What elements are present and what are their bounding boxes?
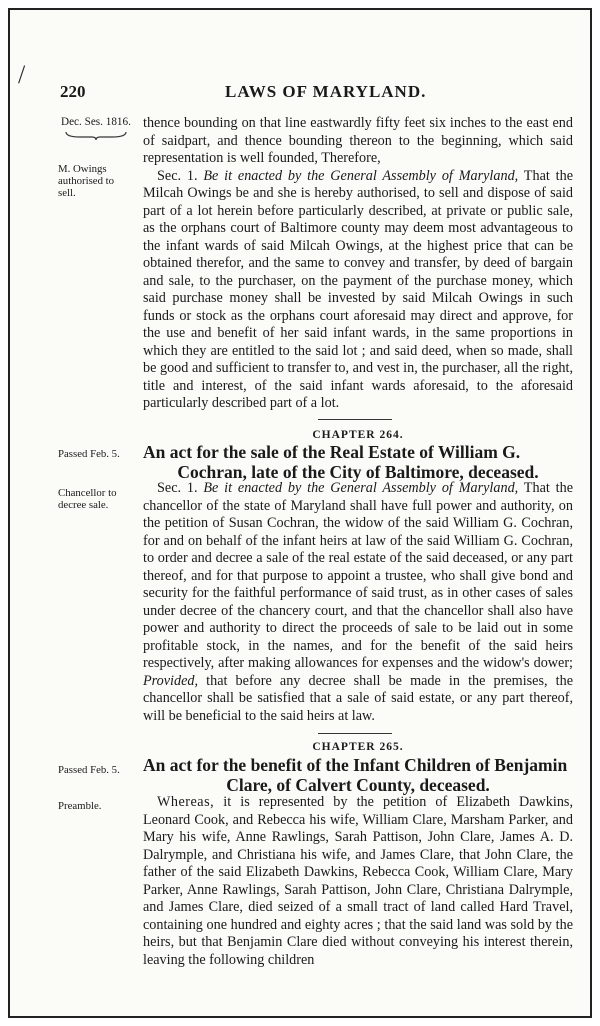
chapter-264-text-part-1: That the chancellor of the state of Maryland shall have full power and authority, on the petition of Susan Cochran, the widow of the said William G. Cochran, for and on behalf of the infant heirs at law of the said William G. Cochran, to order and decree a sale of the real estate of the said deceased, or any part thereof, and for that purpose to appoint a trustee, who shall give bond and security for the faithful performance of said trust, as in other cases of sales under decree of the chancery court, and that the chancellor shall also have power and authority to direct the proceeds of sale to be laid out in some profitable stock, in the names, and for the benefit of the said heirs respectively, after making allowances for expenses and the widow's dower; — [143, 480, 573, 671]
section-label: Sec. 1. — [157, 167, 204, 184]
chapter-265-title-line-2: Clare, of Calvert County, deceased. — [226, 775, 490, 795]
margin-note-preamble: Preamble. — [58, 800, 102, 812]
chapter-265-body — [143, 794, 573, 969]
section-divider — [318, 733, 392, 734]
margin-note-chancellor: Chancellor to decree sale. — [58, 487, 117, 511]
enacting-clause: Be it enacted by the General Assembly of Maryland, — [203, 167, 519, 184]
margin-note-passed-264: Passed Feb. 5. — [58, 448, 120, 460]
chapter-264-title-line-2: Cochran, late of the City of Baltimore, deceased. — [177, 462, 539, 482]
enacting-clause: Be it enacted by the General Assembly of Maryland, — [203, 480, 519, 496]
margin-note-passed-265: Passed Feb. 5. — [58, 764, 120, 776]
page-number: 220 — [60, 82, 86, 101]
chapter-265-title-line-1: An act for the benefit of the Infant Children of Benjamin — [143, 755, 568, 775]
margin-note-owings: M. Owings authorised to sell. — [58, 163, 115, 199]
chapter-264-section-1 — [143, 480, 573, 725]
chapter-265-heading: CHAPTER 265. — [312, 741, 404, 753]
margin-brace-icon — [64, 128, 128, 144]
chapter-265-preamble-text: it is represented by the petition of Elizabeth Dawkins, Leonard Cook, and Rebecca his wife, William Clare, Marsham Parker, and Mary his wife, Anne Rawlings, Sarah Pattison, John Clare, James A. D. Dalrymple, and Christiana his wife, and James Clare, that John Clare, the father of the said Elizabeth Dawkins, Rebecca Cook, William Clare, Mary Parker, Anne Rawlings, Sarah Pattison, John Clare, Christiana Dalrymple, and James Clare, died seized of a small tract of land called Hard Travel, containing one hundred and eighty acres ; that the said land was sold by the heirs, but that Benjamin Clare died without conveying his interest therein, leaving the following children — [143, 794, 573, 968]
chapter-264-heading: CHAPTER 264. — [312, 429, 404, 441]
section1-paragraph-2 — [143, 168, 573, 413]
chapter-265-title — [143, 755, 573, 795]
section-divider — [318, 419, 392, 420]
running-title: LAWS OF MARYLAND. — [225, 82, 427, 101]
chapter-264-title — [143, 442, 573, 482]
section-label: Sec. 1. — [157, 480, 204, 496]
chapter-265-preamble — [143, 794, 573, 969]
chapter-264-title-line-1: An act for the sale of the Real Estate of William G. — [143, 442, 521, 462]
section1-paragraph-2-text: That the Milcah Owings be and she is hereby authorised, to sell and dispose of said part of a lot herein before particularly described, at private or public sale, as the orphans court of Baltimore county may deem most advantageous to the infant wards of said Milcah Owings, at the highest price that can be obtained therefor, and the same to convey and transfer, by deed of bargain and sale, to the purchaser, on the payment of the purchase money, which said purchase money shall be invested by said Milcah Owings in such funds or stock as the orphans court aforesaid may direct and approve, for the use and benefit of her said infant wards, in the same proportions in which they are entitled to the said lot ; and said deed, when so made, shall be good and sufficient to transfer to, and vest in, the purchaser, all the right, title and interest, of the said infant wards aforesaid, to the aforesaid particularly described part of a lot. — [143, 167, 573, 411]
provided-clause: Provided, — [143, 672, 199, 689]
page-header — [60, 82, 570, 104]
margin-note-session-date: Dec. Ses. 1816. — [61, 116, 131, 128]
chapter-264-text-part-2: that before any decree shall be made in the premises, the chancellor shall be satisfied that a sale of said estate, or any part thereof, will be beneficial to the said heirs at law. — [143, 672, 573, 724]
section1-body — [143, 115, 573, 413]
chapter-264-body — [143, 480, 573, 725]
margin-pen-mark: / — [18, 60, 26, 89]
whereas-lead: Whereas, — [157, 794, 215, 810]
section1-paragraph-1: thence bounding on that line eastwardly fifty feet six inches to the east end of saidpart, and thence bounding thereon to the beginning, which said representation is well founded, Therefore, — [143, 115, 573, 166]
